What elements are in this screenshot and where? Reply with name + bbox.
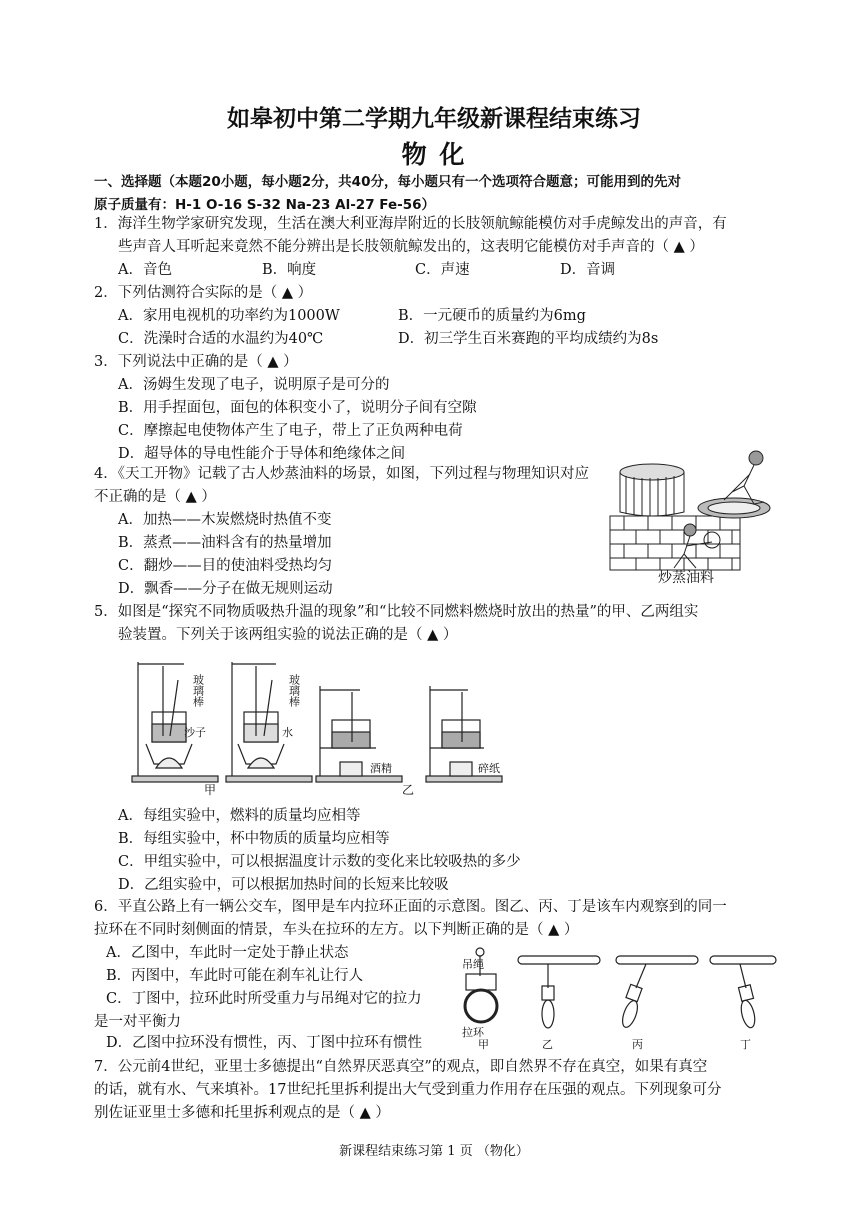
fig-yi-label: 乙 (542, 1038, 553, 1050)
glass-rod-label-1: 玻璃棒 (191, 674, 205, 707)
group-yi-label: 乙 (402, 783, 415, 797)
sand-label: 沙子 (184, 726, 206, 739)
group-jia-label: 甲 (204, 783, 217, 797)
q6-option-a: A．乙图中，车此时一定处于静止状态 (106, 945, 349, 961)
q4-stem-line1: 4．《天工开物》记载了古人炒蒸油料的场景，如图，下列过程与物理知识对应 (94, 466, 589, 482)
q1-option-b: B．响度 (262, 262, 317, 278)
fig-ding-label: 丁 (740, 1038, 751, 1050)
q1-option-d: D．音调 (560, 262, 616, 278)
q5-option-d: D．乙组实验中，可以根据加热时间的长短来比较吸 (118, 877, 449, 893)
q6-option-c-line2: 是一对平衡力 (94, 1014, 181, 1030)
apparatus-figure (126, 652, 516, 798)
q3-option-a: A．汤姆生发现了电子，说明原子是可分的 (118, 377, 390, 393)
q6-option-b: B．丙图中，车此时可能在刹车礼让行人 (106, 968, 364, 984)
q4-option-d: D．飘香——分子在做无规则运动 (118, 581, 333, 597)
q5-option-a: A．每组实验中，燃料的质量均应相等 (118, 808, 361, 824)
q6-option-d: D．乙图中拉环没有惯性，丙、丁图中拉环有惯性 (106, 1035, 423, 1051)
subject-title: 物 化 (401, 140, 467, 169)
q5-option-b: B．每组实验中，杯中物质的质量均应相等 (118, 831, 390, 847)
section-instruction-line2: 原子质量有：H-1 O-16 S-32 Na-23 Al-27 Fe-56） (94, 197, 436, 213)
q2-option-b: B．一元硬币的质量约为6mg (398, 308, 586, 324)
q4-option-a: A．加热——木炭燃烧时热值不变 (118, 512, 332, 528)
q1-option-a: A．音色 (118, 262, 172, 278)
paper-label: 碎纸 (478, 762, 500, 775)
hand-ring-figure (462, 944, 782, 1050)
q6-option-c-line1: C．丁图中，拉环此时所受重力与吊绳对它的拉力 (106, 991, 422, 1007)
rope-label: 吊绳 (462, 958, 484, 971)
q3-option-b: B．用手捏面包，面包的体积变小了，说明分子间有空隙 (118, 400, 477, 416)
q3-option-c: C．摩擦起电使物体产生了电子，带上了正负两种电荷 (118, 423, 463, 439)
q2-option-a: A．家用电视机的功率约为1000W (118, 308, 340, 324)
fig-bing-label: 丙 (632, 1038, 643, 1050)
q2-stem: 2．下列估测符合实际的是（ ▲ ） (94, 285, 313, 301)
q7-stem-line1: 7．公元前4世纪，亚里士多德提出“自然界厌恶真空”的观点，即自然界不存在真空，如果有真空 (94, 1059, 708, 1075)
q4-option-c: C．翻炒——目的使油料受热均匀 (118, 558, 333, 574)
q7-stem-line2: 的话，就有水、气来填补。17世纪托里拆利提出大气受到重力作用存在压强的观点。下列现象可分 (94, 1082, 722, 1098)
water-label: 水 (282, 726, 293, 739)
q7-stem-line3: 别佐证亚里士多德和托里拆利观点的是（ ▲ ） (94, 1105, 390, 1121)
q2-option-c: C．洗澡时合适的水温约为40℃ (118, 331, 324, 347)
q6-stem-line2: 拉环在不同时刻侧面的情景，车头在拉环的左方。以下判断正确的是（ ▲ ） (94, 922, 579, 938)
alcohol-label: 酒精 (370, 762, 392, 775)
q3-option-d: D．超导体的导电性能介于导体和绝缘体之间 (118, 446, 406, 462)
q1-stem-line1: 1．海洋生物学家研究发现，生活在澳大利亚海岸附近的长肢领航鲸能模仿对手虎鲸发出的声音，有 (94, 216, 727, 232)
q6-stem-line1: 6．平直公路上有一辆公交车，图甲是车内拉环正面的示意图。图乙、丙、丁是该车内观察到的同一 (94, 899, 727, 915)
q3-stem: 3．下列说法中正确的是（ ▲ ） (94, 354, 298, 370)
ring-label: 拉环 (462, 1026, 484, 1039)
fig-jia-label: 甲 (478, 1038, 489, 1050)
page-footer: 新课程结束练习第 1 页 （物化） (339, 1144, 529, 1159)
q1-option-c: C．声速 (415, 262, 470, 278)
q2-option-d: D．初三学生百米赛跑的平均成绩约为8s (398, 331, 659, 347)
q4-stem-line2: 不正确的是（ ▲ ） (94, 489, 216, 505)
q5-option-c: C．甲组实验中，可以根据温度计示数的变化来比较吸热的多少 (118, 854, 521, 870)
oil-steaming-figure (604, 446, 780, 586)
oil-steaming-caption: 炒蒸油料 (658, 570, 714, 586)
q5-stem-line1: 5．如图是“探究不同物质吸热升温的现象”和“比较不同燃料燃烧时放出的热量”的甲、乙两组实 (94, 604, 699, 620)
q1-stem-line2: 些声音人耳听起来竟然不能分辨出是长肢领航鲸发出的，这表明它能模仿对手声音的（ ▲ ） (118, 239, 704, 255)
q4-option-b: B．蒸煮——油料含有的热量增加 (118, 535, 332, 551)
q5-stem-line2: 验装置。下列关于该两组实验的说法正确的是（ ▲ ） (118, 627, 458, 643)
section-instruction-line1: 一、选择题（本题20小题，每小题2分，共40分，每小题只有一个选项符合题意；可能用到的先对 (94, 174, 681, 190)
glass-rod-label-2: 玻璃棒 (287, 674, 301, 707)
page-title: 如皋初中第二学期九年级新课程结束练习 (227, 106, 641, 132)
